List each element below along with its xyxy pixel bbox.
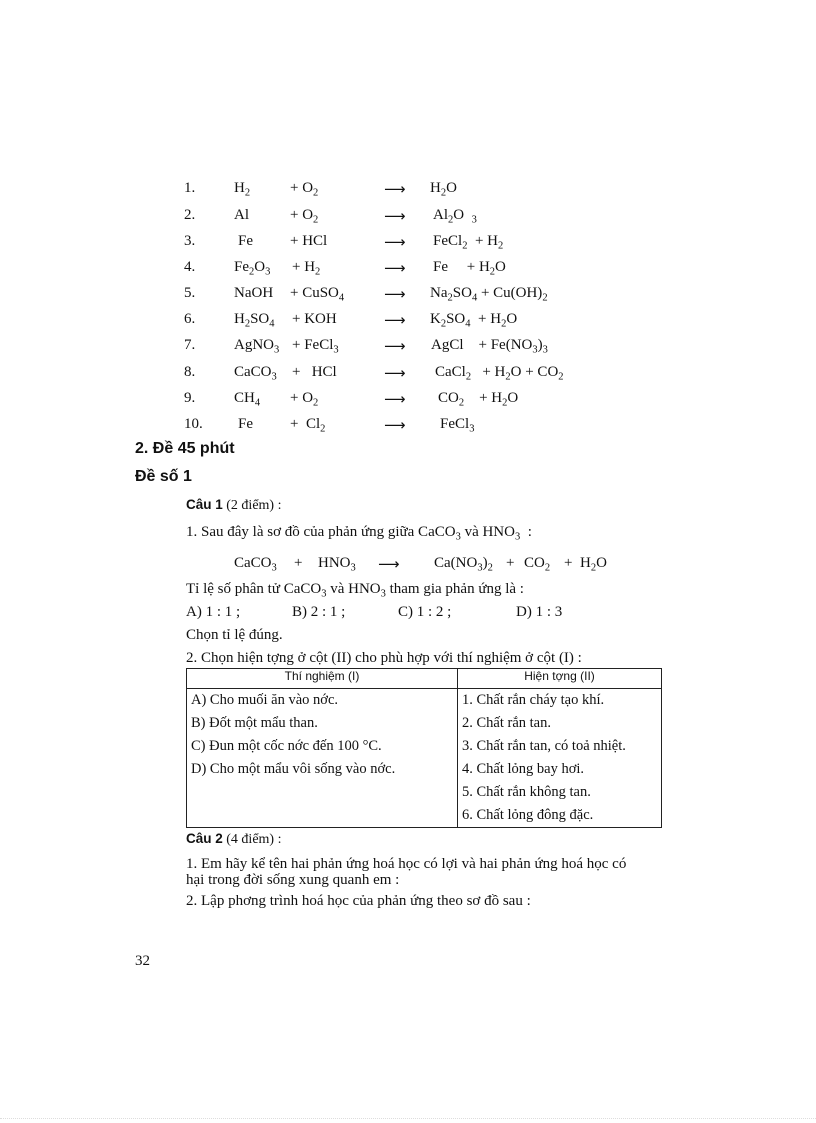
equation-plus: + — [506, 555, 515, 571]
reaction-number: 2. — [184, 207, 196, 223]
matching-table — [186, 668, 662, 828]
reaction-row — [184, 337, 644, 359]
list-item: 5. Chất rắn không tan. — [462, 784, 591, 800]
reaction-row — [184, 311, 644, 333]
column-experiments — [187, 689, 458, 828]
arrow-icon: ⟶ — [378, 555, 400, 573]
reactant-a: $Fe_2O_3$ — [234, 259, 271, 278]
option-c: C) 1 : 2 ; — [398, 604, 452, 620]
reaction-row — [184, 207, 644, 229]
equation-product: $Ca(NO_3)_2$ — [434, 555, 493, 574]
reactant-b: + CuSO$_4$ — [290, 285, 345, 304]
list-item: 1. Chất rắn cháy tạo khí. — [462, 692, 605, 708]
q1-ratio-question: Tỉ lệ số phân tử CaCO$_3$ và $HNO_3$ tham gia phản ứng là : — [186, 581, 524, 600]
question-2-heading — [186, 831, 281, 848]
question-1-heading — [186, 497, 281, 514]
product: $H_2O$ — [430, 180, 457, 199]
equation-product: $CO_2$ — [524, 555, 551, 574]
equation-plus: + — [294, 555, 303, 571]
column-phenomena — [458, 689, 662, 828]
product: FeCl$_3$ — [440, 416, 475, 435]
product: Fe + $H_2O$ — [433, 259, 506, 278]
arrow-icon: ⟶ — [384, 233, 406, 251]
reactant-b: + FeCl$_3$ — [292, 337, 339, 356]
arrow-icon: ⟶ — [384, 285, 406, 303]
list-item: C) Đun một cốc nớc đến 100 °C. — [191, 738, 382, 754]
reaction-number: 3. — [184, 233, 196, 249]
list-item: 6. Chất lỏng đông đặc. — [462, 807, 594, 823]
reaction-row — [184, 259, 644, 281]
reaction-row — [184, 416, 644, 438]
reaction-number: 10. — [184, 416, 203, 432]
list-item: B) Đốt một mẩu than. — [191, 715, 318, 731]
reaction-number: 7. — [184, 337, 196, 353]
arrow-icon: ⟶ — [384, 311, 406, 329]
q1-part2-intro: 2. Chọn hiện tợng ở cột (II) cho phù hợp với thí nghiệm ở cột (I) : — [186, 650, 582, 666]
option-a: A) 1 : 1 ; — [186, 604, 241, 620]
product: CaCl$_2$ + $H_2O + CO_2$ — [435, 364, 564, 383]
reactant-b: + $Cl_2$ — [290, 416, 326, 435]
question-label: Câu 2 — [186, 831, 223, 846]
table-header-col1: Thí nghiệm (I) — [187, 669, 458, 689]
reactant-a: NaOH — [234, 285, 274, 301]
reactant-a: AgNO$_3$ — [234, 337, 280, 356]
reactant-a: CaCO$_3$ — [234, 364, 277, 383]
q2-part1-line1: 1. Em hãy kể tên hai phản ứng hoá học có lợi và hai phản ứng hoá học có — [186, 856, 627, 872]
list-item: 2. Chất rắn tan. — [462, 715, 551, 731]
arrow-icon: ⟶ — [384, 390, 406, 408]
list-item: 4. Chất lỏng bay hơi. — [462, 761, 585, 777]
equation-reactant: CaCO$_3$ — [234, 555, 277, 574]
page-edge-divider — [0, 1118, 816, 1119]
q1-equation — [234, 555, 634, 577]
arrow-icon: ⟶ — [384, 180, 406, 198]
arrow-icon: ⟶ — [384, 337, 406, 355]
reactant-b: + $O_2$ — [290, 390, 319, 409]
question-points: (4 điểm) : — [226, 832, 282, 847]
reactant-b: + $O_2$ — [290, 207, 319, 226]
product: $K_2SO_4 + H_2O$ — [430, 311, 518, 330]
equation-reactant: $HNO_3$ — [318, 555, 356, 574]
reaction-row — [184, 285, 644, 307]
q1-options — [186, 604, 606, 626]
equation-product: $H_2O$ — [580, 555, 607, 574]
reaction-number: 9. — [184, 390, 196, 406]
option-d: D) 1 : 3 — [516, 604, 563, 620]
reactant-b: + HCl — [290, 233, 328, 249]
section-title: 2. Đề 45 phút — [135, 440, 235, 457]
reactant-a: Al — [234, 207, 249, 223]
reactant-a: $CH_4$ — [234, 390, 261, 409]
arrow-icon: ⟶ — [384, 259, 406, 277]
question-label: Câu 1 — [186, 497, 223, 512]
reaction-row — [184, 180, 644, 202]
arrow-icon: ⟶ — [384, 416, 406, 434]
reaction-number: 6. — [184, 311, 196, 327]
q1-choose: Chọn tỉ lệ đúng. — [186, 627, 283, 643]
reaction-number: 4. — [184, 259, 196, 275]
list-item: A) Cho muối ăn vào nớc. — [191, 692, 339, 708]
reactant-a: Fe — [238, 416, 253, 432]
table-header-col2: Hiện tợng (II) — [458, 669, 662, 689]
equation-plus: + — [564, 555, 573, 571]
list-item: 3. Chất rắn tan, có toả nhiệt. — [462, 738, 626, 754]
exam-title: Đề số 1 — [135, 468, 192, 485]
q2-part1-line2: hại trong đời sống xung quanh em : — [186, 872, 400, 888]
product: $Na_2SO_4 + Cu(OH)_2$ — [430, 285, 548, 304]
product: $Al_2O$ $_3$ — [433, 207, 477, 226]
reactant-b: + KOH — [292, 311, 337, 327]
reaction-number: 8. — [184, 364, 196, 380]
reactant-a: Fe — [238, 233, 253, 249]
reaction-number: 1. — [184, 180, 196, 196]
product: FeCl$_2$ + $H_2$ — [433, 233, 504, 252]
reaction-number: 5. — [184, 285, 196, 301]
question-points: (2 điểm) : — [226, 498, 282, 513]
option-b: B) 2 : 1 ; — [292, 604, 346, 620]
reactant-b: + HCl — [292, 364, 337, 380]
page-number: 32 — [135, 953, 150, 969]
product: AgCl + $Fe(NO_3)_3$ — [431, 337, 548, 356]
reactant-a: $H_2$ — [234, 180, 251, 199]
reactant-a: $H_2SO_4$ — [234, 311, 275, 330]
reaction-row — [184, 364, 644, 386]
reaction-row — [184, 390, 644, 412]
reactant-b: + $O_2$ — [290, 180, 319, 199]
q1-part1-intro: 1. Sau đây là sơ đồ của phản ứng giữa CaCO$_3$ và $HNO_3$ : — [186, 524, 532, 543]
product: $CO_2$ + $H_2O$ — [438, 390, 519, 409]
arrow-icon: ⟶ — [384, 207, 406, 225]
q2-part2: 2. Lập phơng trình hoá học của phản ứng theo sơ đồ sau : — [186, 893, 531, 909]
reactant-b: + $H_2$ — [292, 259, 321, 278]
reaction-row — [184, 233, 644, 255]
list-item: D) Cho một mẩu vôi sống vào nớc. — [191, 761, 396, 777]
arrow-icon: ⟶ — [384, 364, 406, 382]
